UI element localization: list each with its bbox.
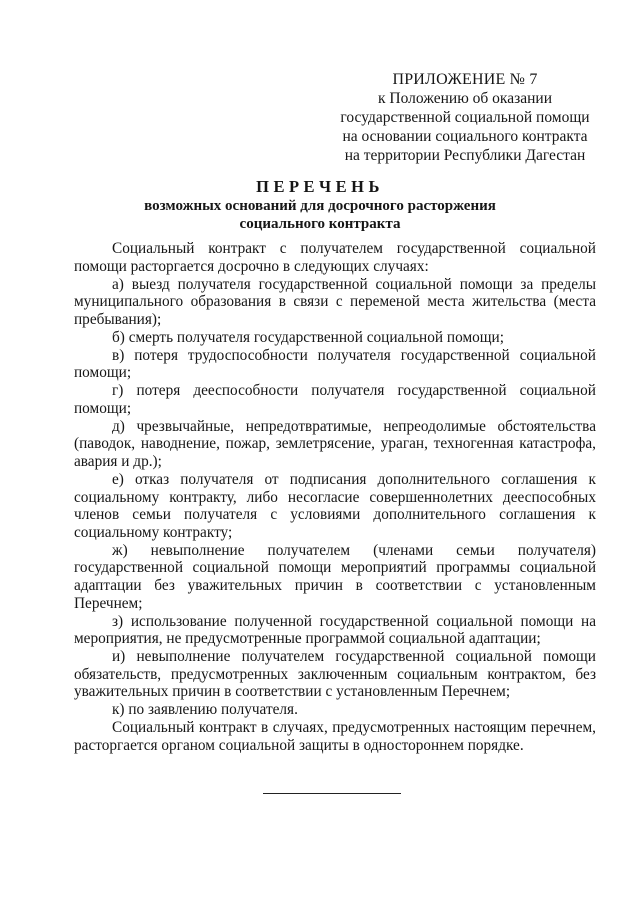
appendix-block — [330, 70, 600, 165]
appendix-line-3: на основании социального контракта — [342, 128, 588, 145]
list-item-d: д) чрезвычайные, непредотвратимые, непреодолимые обстоятельства (паводок, наводнение, пожар, землетрясение, ураган, техногенная катастрофа, авария и др.); — [74, 417, 596, 471]
appendix-title: ПРИЛОЖЕНИЕ № 7 — [392, 71, 538, 88]
list-item-v: в) потеря трудоспособности получателя государственной социальной помощи; — [74, 346, 596, 382]
document-subtitle-line-1: возможных оснований для досрочного расторжения — [144, 198, 496, 214]
appendix-line-4: на территории Республики Дагестан — [344, 147, 586, 164]
list-item-k: к) по заявлению получателя. — [112, 701, 298, 719]
closing-divider-line — [263, 793, 401, 794]
appendix-line-1: к Положению об оказании — [378, 90, 552, 107]
list-item-z: з) использование полученной государственной социальной помощи на мероприятия, не предусмотренные программой социальной адаптации; — [74, 612, 596, 648]
document-subtitle-line-2: социального контракта — [239, 216, 401, 232]
list-item-e: е) отказ получателя от подписания дополнительного соглашения к социальному контракту, либо несогласие совершеннолетних дееспособных членов семьи получателя с условиями дополнительного соглашения к социальному контракту; — [74, 471, 596, 541]
document-body — [74, 240, 596, 755]
document-title: ПЕРЕЧЕНЬ — [256, 177, 384, 196]
appendix-line-2: государственной социальной помощи — [340, 109, 590, 126]
list-item-i: и) невыполнение получателем государственной социальной помощи обязательств, предусмотренных заключенным социальным контрактом, без уважительных причин в соответствии с установленным Перечнем; — [74, 648, 596, 701]
list-item-a: а) выезд получателя государственной социальной помощи за пределы муниципального образования в связи с переменой места жительства (места пребывания); — [74, 275, 596, 328]
document-heading — [0, 177, 640, 233]
intro-paragraph: Социальный контракт с получателем государственной социальной помощи расторгается досрочно в следующих случаях: — [74, 240, 596, 275]
list-item-zh: ж) невыполнение получателем (членами семьи получателя) государственной социальной помощи мероприятий программы социальной адаптации без уважительных причин в соответствии с установленным Перечнем; — [74, 541, 596, 612]
list-item-g: г) потеря дееспособности получателя государственной социальной помощи; — [74, 382, 596, 417]
list-item-b: б) смерть получателя государственной социальной помощи; — [112, 328, 504, 346]
closing-paragraph: Социальный контракт в случаях, предусмотренных настоящим перечнем, расторгается органом социальной защиты в одностороннем порядке. — [74, 719, 596, 754]
